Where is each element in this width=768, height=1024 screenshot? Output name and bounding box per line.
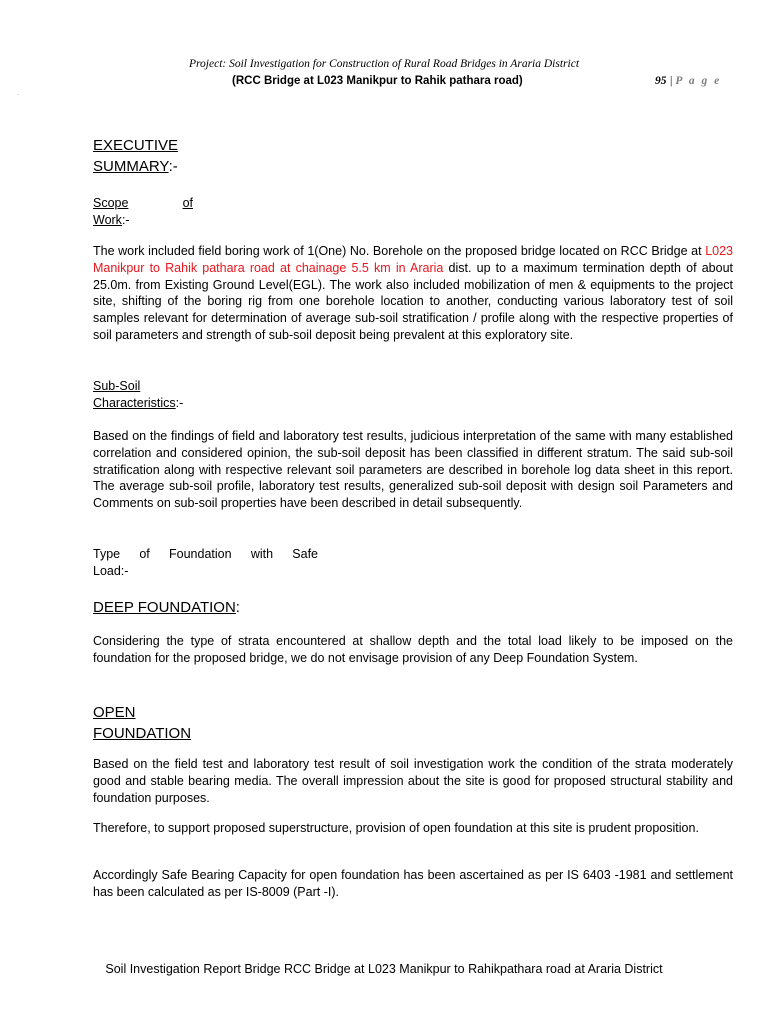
exec-heading-line2: SUMMARY (93, 158, 169, 175)
page-footer: Soil Investigation Report Bridge RCC Bridge at L023 Manikpur to Rahikpathara road at Araria District (105, 962, 663, 976)
open-foundation-paragraph-1: Based on the field test and laboratory test result of soil investigation work the condition of the strata moderately good and stable bearing media. The overall impression about the site is good for proposed structural stability and foundation purposes. (93, 757, 733, 805)
exec-heading-line1: EXECUTIVE (93, 137, 179, 154)
subsoil-heading (93, 378, 183, 412)
scope-of-work-heading (93, 195, 193, 229)
scope-para-before: The work included field boring work of 1(One) No. Borehole on the proposed bridge located on RCC Bridge at (93, 244, 706, 258)
page-number (655, 75, 721, 87)
executive-summary-heading (93, 135, 178, 177)
deep-foundation-heading (93, 597, 240, 618)
tof-word-1: Type (93, 547, 121, 561)
type-of-foundation-heading (93, 546, 318, 580)
scope-word-3: Work (93, 213, 122, 227)
bridge-subheader: (RCC Bridge at L023 Manikpur to Rahik pathara road) (232, 75, 523, 87)
subsoil-suffix: :- (175, 396, 184, 410)
scope-word-1: Scope (93, 196, 129, 210)
open-heading-line1: OPEN (93, 704, 136, 721)
tof-word-3: Foundation (169, 547, 232, 561)
project-header: Project: Soil Investigation for Construction of Rural Road Bridges in Araria District (188, 58, 580, 70)
page-word: P a g e (675, 75, 722, 87)
tof-word-2: of (139, 547, 150, 561)
scope-para-location: L023 Manikpur to Rahik pathara road at chainage 5.5 km in Araria (93, 244, 733, 275)
scope-paragraph (93, 243, 733, 344)
stray-dot: . (17, 88, 20, 97)
deep-heading-text: DEEP FOUNDATION (93, 599, 236, 616)
open-foundation-paragraph-2: Therefore, to support proposed superstructure, provision of open foundation at this site is prudent proposition. (93, 821, 699, 835)
deep-heading-suffix: : (235, 599, 240, 616)
subsoil-heading-line2: Characteristics (93, 396, 176, 410)
open-heading-line2: FOUNDATION (93, 725, 192, 742)
subsoil-paragraph: Based on the findings of field and laboratory test results, judicious interpretation of the same with many established correlation and considered opinion, the sub-soil deposit has been classified in different stratum. The said sub-soil stratification along with respective relevant soil parameters are described in borehole log data sheet in this report. The average sub-soil profile, laboratory test results, generalized sub-soil deposit with design soil Parameters and Comments on sub-soil properties have been described in detail subsequently. (93, 429, 733, 511)
scope-para-after: dist. up to a maximum termination depth of about 25.0m. from Existing Ground Level(EGL). The work also included mobilization of men & equipments to the project site, shifting of the boring rig from one borehole location to another, conducting various laboratory test of soil samples relevant for determination of average sub-soil stratification / profile along with the respective properties of soil parameters and strength of sub-soil deposit being prevalent at this exploratory site. (93, 260, 733, 342)
open-foundation-paragraph-3: Accordingly Safe Bearing Capacity for open foundation has been ascertained as per IS 6403 -1981 and settlement has been calculated as per IS-8009 (Part -I). (93, 868, 733, 899)
subsoil-heading-line1: Sub-Soil (93, 379, 141, 393)
page-separator: | (666, 75, 676, 87)
tof-line-2: Load:- (93, 564, 129, 578)
exec-heading-suffix: :- (168, 158, 178, 175)
scope-suffix: :- (121, 213, 130, 227)
tof-word-5: Safe (292, 547, 318, 561)
scope-word-2: of (182, 196, 193, 210)
tof-word-4: with (250, 547, 274, 561)
page-number-value: 95 (655, 75, 667, 87)
open-foundation-heading (93, 702, 191, 744)
deep-foundation-paragraph: Considering the type of strata encountered at shallow depth and the total load likely to be imposed on the foundation for the proposed bridge, we do not envisage provision of any Deep Foundation System. (93, 634, 733, 665)
